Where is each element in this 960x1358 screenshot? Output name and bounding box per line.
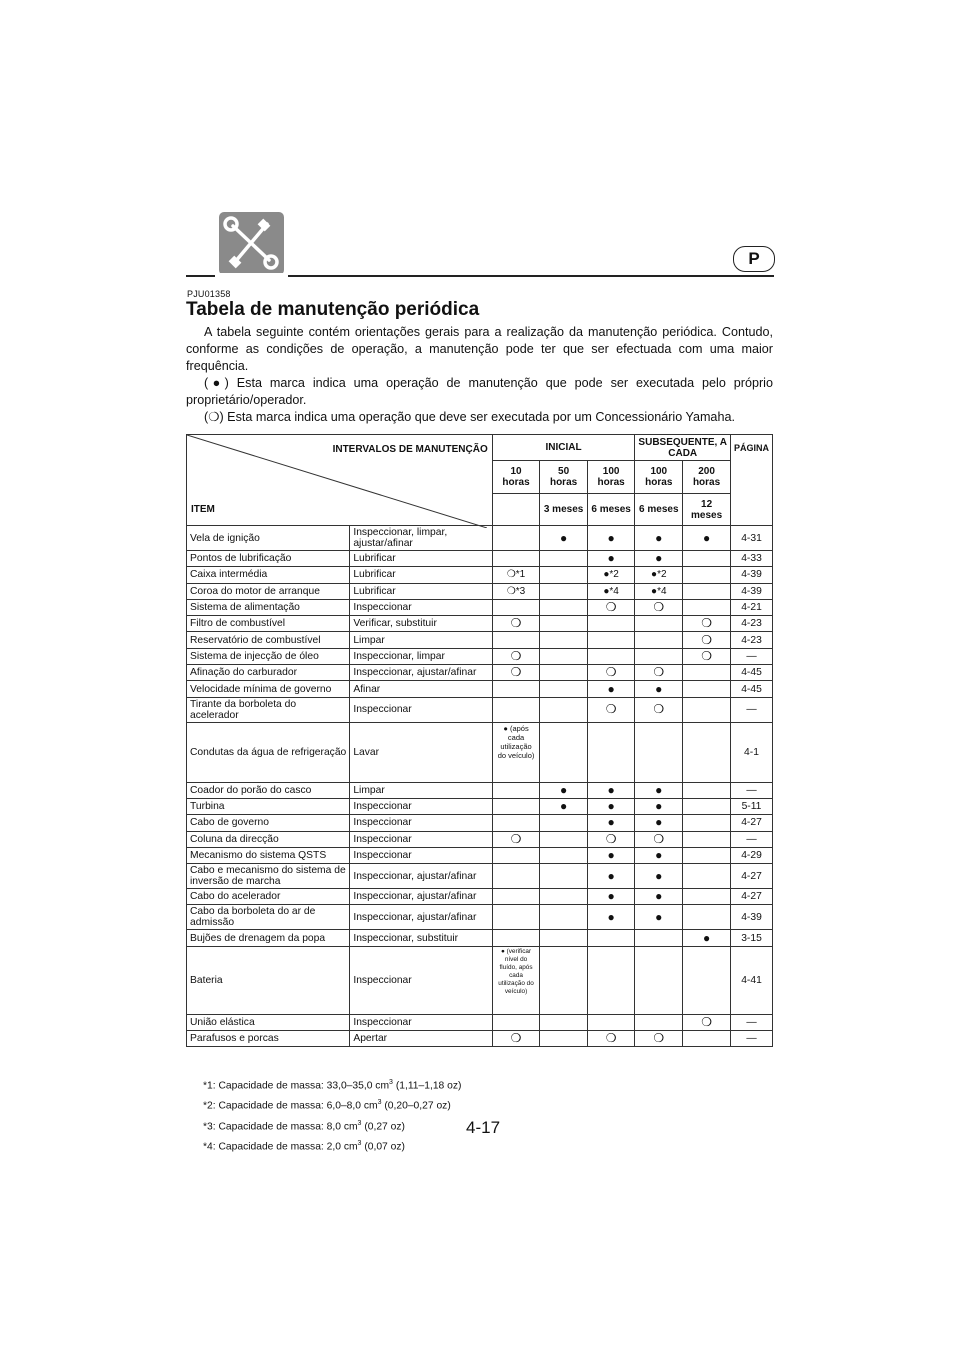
interval-50h: 50 horas — [540, 461, 588, 494]
table-row: Pontos de lubrificação Lubrificar ● ● 4-33 — [187, 551, 773, 567]
footnote: *4: Capacidade de massa: 2,0 $cm^3$ (0,07 oz) — [203, 1140, 405, 1153]
intervals-header: INTERVALOS DE MANUTENÇÃO — [332, 444, 488, 455]
table-row: Coador do porão do casco Limpar ● ● ● — — [187, 782, 773, 798]
table-row: Sistema de alimentação Inspeccionar ❍ ❍ 4-21 — [187, 599, 773, 615]
cell-note: ● (verificar nível do fluído, após cada utilização do veículo) — [498, 947, 534, 995]
table-row: Cabo de governo Inspeccionar ● ● 4-27 — [187, 815, 773, 831]
table-row: Condutas da água de refrigeração Lavar ● (após cada utilização do veículo) 4-1 — [187, 722, 773, 782]
table-row: Afinação do carburador Inspeccionar, ajustar/afinar ❍ ❍ ❍ 4-45 — [187, 665, 773, 681]
table-row: Reservatório de combustível Limpar ❍ 4-23 — [187, 632, 773, 648]
table-row: Cabo da borboleta do ar de admissão Inspeccionar, ajustar/afinar ● ● 4-39 — [187, 905, 773, 930]
footnote: *2: Capacidade de massa: 6,0–8,0 $cm^3$ (0,20–0,27 oz) — [203, 1099, 451, 1112]
interval-6m-initial: 6 meses — [587, 494, 635, 526]
page-title: Tabela de manutenção periódica — [186, 299, 480, 320]
table-row: Coluna da direcção Inspeccionar ❍ ❍ ❍ — — [187, 831, 773, 847]
open-mark-paragraph: (❍) Esta marca indica uma operação que deve ser executada por um Concessionário Yamaha. — [204, 410, 735, 424]
language-badge: P — [733, 246, 775, 272]
cell-note: ● (após cada utilização do veículo) — [497, 723, 535, 760]
table-row: Turbina Inspeccionar ● ● ● 5-11 — [187, 798, 773, 814]
page-number: 4-17 — [466, 1118, 501, 1137]
tools-icon — [219, 212, 284, 275]
footnotes — [203, 1074, 461, 1156]
table-row: Tirante da borboleta do acelerador Inspeccionar ❍ ❍ — — [187, 697, 773, 722]
interval-12m: 12 meses — [683, 494, 731, 526]
interval-3m: 3 meses — [540, 494, 588, 526]
table-row: Cabo do acelerador Inspeccionar, ajustar/afinar ● ● 4-27 — [187, 889, 773, 905]
table-row: Sistema de injecção de óleo Inspeccionar, limpar ❍ ❍ — — [187, 648, 773, 664]
table-row: Coroa do motor de arranque Lubrificar ❍*3 ●*4 ●*4 4-39 — [187, 583, 773, 599]
document-code: PJU01358 — [187, 289, 231, 299]
table-row: Mecanismo do sistema QSTS Inspeccionar ● ● 4-29 — [187, 847, 773, 863]
interval-100h: 100 horas — [635, 461, 683, 494]
table-row: Bateria Inspeccionar ● (verificar nível do fluído, após cada utilização do veículo) 4-41 — [187, 946, 773, 1014]
table-row: Velocidade mínima de governo Afinar ● ● 4-45 — [187, 681, 773, 697]
table-row: União elástica Inspeccionar ❍ — — [187, 1014, 773, 1030]
table-row: Filtro de combustível Verificar, substituir ❍ ❍ 4-23 — [187, 616, 773, 632]
interval-100h-initial: 100 horas — [587, 461, 635, 494]
footnote: *1: Capacidade de massa: 33,0–35,0 $cm^3$ (1,11–1,18 oz) — [203, 1079, 462, 1092]
table-row: Cabo e mecanismo do sistema de inversão de marcha Inspeccionar, ajustar/afinar ● ● 4-27 — [187, 864, 773, 889]
page-header: PÁGINA — [730, 435, 772, 526]
subsequent-header: SUBSEQUENTE, A CADA — [635, 435, 731, 461]
footnote: *3: Capacidade de massa: 8,0 $cm^3$ (0,27 oz) — [203, 1119, 405, 1133]
interval-6m: 6 meses — [635, 494, 683, 526]
intro-paragraph: A tabela seguinte contém orientações gerais para a realização da manutenção periódica. Contudo, conforme as condições de operação, a manutenção pode ter que ser efectuada com uma maior frequência. — [186, 325, 773, 373]
initial-header: INICIAL — [492, 435, 635, 461]
table-row: Bujões de drenagem da popa Inspeccionar, substituir ● 3-15 — [187, 930, 773, 946]
filled-mark-paragraph: (●) Esta marca indica uma operação de manutenção que pode ser executada pelo próprio proprietário/operador. — [186, 376, 773, 407]
interval-10h: 10 horas — [492, 461, 540, 494]
interval-200h: 200 horas — [683, 461, 731, 494]
table-corner-header — [187, 435, 493, 526]
table-row: Vela de ignição Inspeccionar, limpar, ajustar/afinar ● ● ● ● 4-31 — [187, 526, 773, 551]
item-header: ITEM — [191, 504, 215, 515]
table-row: Parafusos e porcas Apertar ❍ ❍ ❍ — — [187, 1031, 773, 1047]
table-row: Caixa intermédia Lubrificar ❍*1 ●*2 ●*2 4-39 — [187, 567, 773, 583]
maintenance-table — [186, 434, 773, 1047]
